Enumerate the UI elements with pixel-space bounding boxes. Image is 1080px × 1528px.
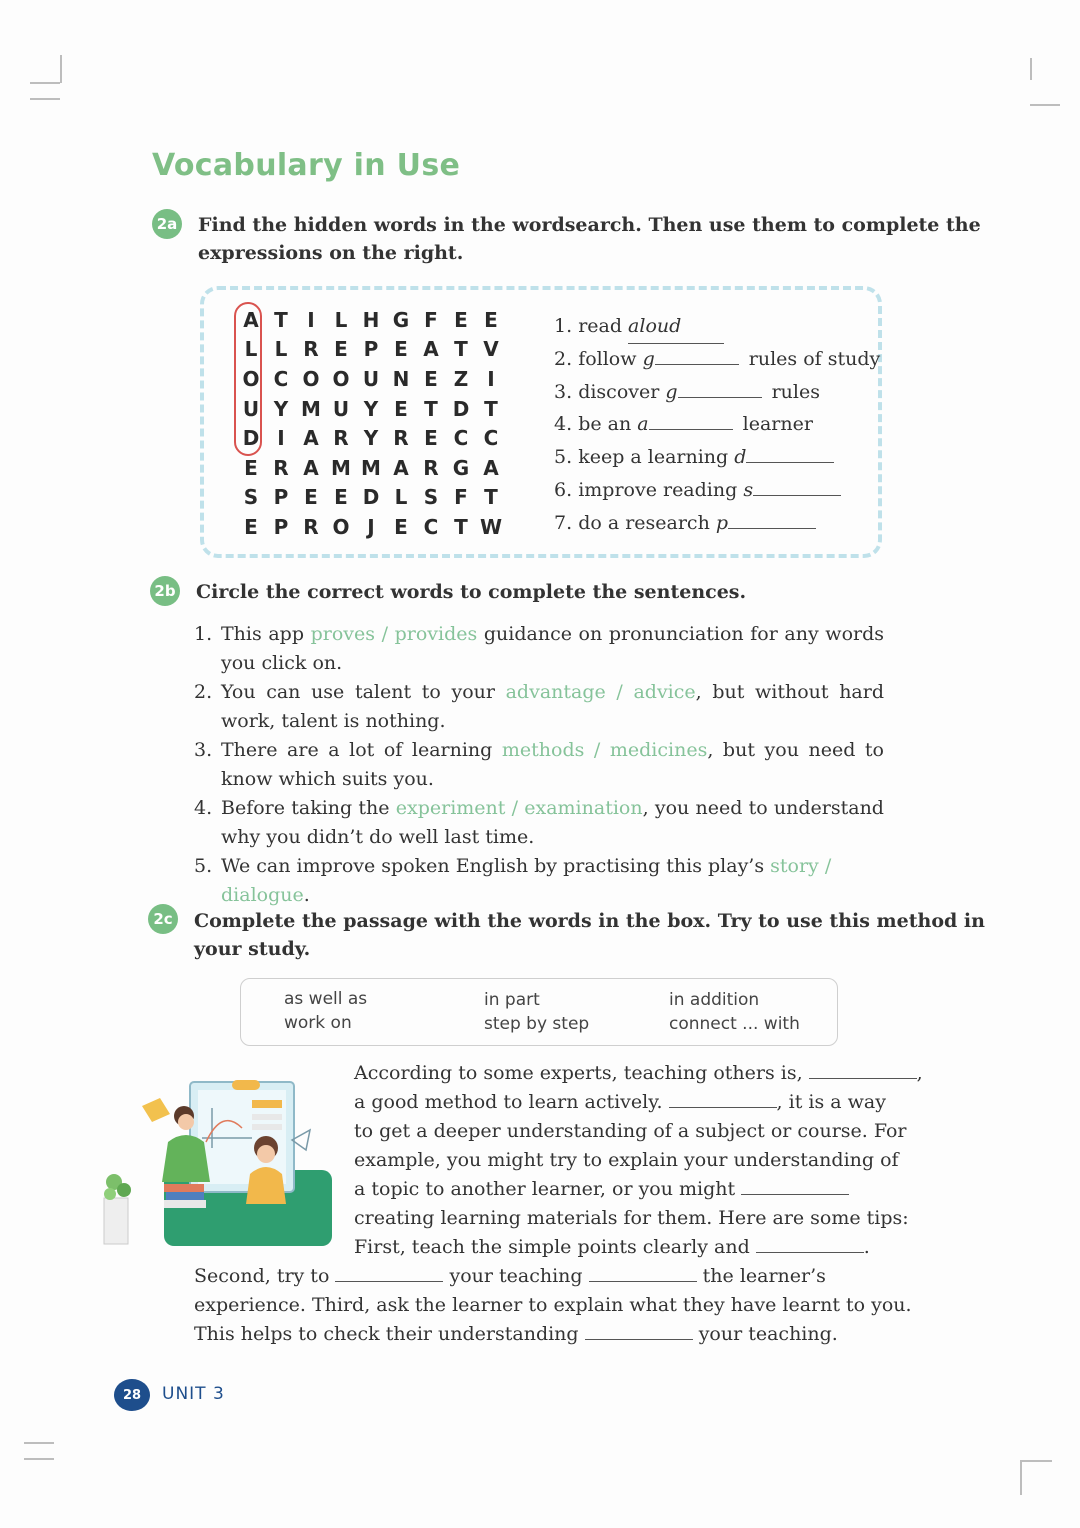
- grid-letter[interactable]: G: [392, 307, 410, 332]
- word-option: work on: [284, 1013, 352, 1033]
- item-letter: a: [637, 413, 649, 436]
- crop-mark: [30, 82, 60, 84]
- item-letter: d: [734, 446, 747, 469]
- text: There are a lot of learning: [221, 739, 502, 761]
- text: guidance on pronunciation for any words you click on.: [221, 623, 885, 674]
- text: , but you need to know which suits you.: [221, 739, 884, 790]
- grid-letter[interactable]: A: [243, 307, 259, 332]
- passage-line: creating learning materials for them. Here are some tips:: [354, 1207, 909, 1229]
- text: , it is a way: [776, 1091, 886, 1113]
- grid-letter[interactable]: Y: [363, 396, 379, 421]
- exercise-2a-instruction: [198, 211, 981, 267]
- item-number: 1.: [554, 315, 573, 337]
- grid-letter[interactable]: O: [302, 366, 320, 391]
- passage-line: [194, 1262, 826, 1291]
- grid-letter[interactable]: D: [452, 396, 470, 421]
- answer-blank[interactable]: [756, 1234, 864, 1253]
- grid-letter[interactable]: A: [423, 337, 439, 362]
- grid-letter[interactable]: E: [394, 396, 408, 421]
- item-number: 4.: [194, 797, 213, 819]
- grid-letter[interactable]: I: [277, 426, 285, 451]
- grid-letter[interactable]: E: [334, 485, 348, 510]
- text: , but without hard work, talent is nothing.: [221, 681, 885, 732]
- exercise-2a-badge: 2a: [152, 209, 182, 239]
- passage-line: to get a deeper understanding of a subject or course. For: [354, 1120, 907, 1142]
- sentence-text: [221, 852, 884, 909]
- item-number: 2.: [554, 347, 573, 370]
- answer-blank[interactable]: [649, 411, 733, 430]
- grid-letter[interactable]: E: [394, 514, 408, 539]
- grid-letter[interactable]: A: [303, 426, 319, 451]
- grid-letter[interactable]: O: [332, 514, 350, 539]
- crop-mark: [30, 98, 60, 100]
- grid-letter[interactable]: L: [334, 307, 348, 332]
- sentence-list: [194, 620, 884, 910]
- sentence-item: [194, 852, 884, 909]
- grid-letter[interactable]: O: [332, 366, 350, 391]
- answer-blank[interactable]: [655, 346, 739, 365]
- grid-letter[interactable]: T: [424, 396, 438, 421]
- expression-item: [554, 408, 880, 441]
- grid-letter[interactable]: P: [273, 514, 289, 539]
- grid-letter[interactable]: L: [274, 337, 288, 362]
- grid-letter[interactable]: U: [332, 396, 350, 421]
- exercise-2b-badge: 2b: [150, 576, 180, 606]
- grid-letter[interactable]: S: [423, 485, 439, 510]
- sentence-item: [194, 736, 884, 793]
- answer-blank[interactable]: aloud: [628, 310, 724, 344]
- item-text: improve reading: [578, 478, 744, 501]
- sentence-item: [194, 794, 884, 851]
- grid-letter[interactable]: E: [394, 337, 408, 362]
- expression-item: [554, 343, 880, 376]
- grid-letter[interactable]: P: [363, 337, 379, 362]
- item-text: be an: [578, 413, 638, 436]
- expression-item: [554, 441, 880, 474]
- passage-line: experience. Third, ask the learner to explain what they have learnt to you.: [194, 1294, 912, 1316]
- crop-mark: [60, 55, 62, 83]
- grid-letter[interactable]: I: [487, 366, 495, 391]
- page-number: 28: [114, 1379, 150, 1411]
- text: , you need to understand why you didn’t do well last time.: [221, 797, 884, 848]
- answer-blank[interactable]: [335, 1263, 443, 1282]
- grid-letter[interactable]: Z: [453, 366, 469, 391]
- grid-letter[interactable]: Y: [273, 396, 289, 421]
- grid-letter[interactable]: P: [273, 485, 289, 510]
- text: ,: [916, 1062, 923, 1084]
- grid-letter[interactable]: F: [424, 307, 438, 332]
- item-letter: g: [665, 380, 678, 403]
- grid-letter[interactable]: Y: [363, 426, 379, 451]
- grid-letter[interactable]: N: [392, 366, 410, 391]
- item-text: follow: [578, 347, 643, 370]
- item-number: 3.: [554, 380, 573, 403]
- grid-letter[interactable]: A: [303, 455, 319, 480]
- answer-blank[interactable]: [589, 1263, 697, 1282]
- item-number: 4.: [554, 413, 573, 436]
- grid-letter[interactable]: C: [453, 426, 469, 451]
- passage-line: [354, 1088, 886, 1117]
- grid-letter[interactable]: E: [244, 514, 258, 539]
- word-choice[interactable]: experiment / examination: [395, 797, 643, 819]
- grid-letter[interactable]: E: [424, 426, 438, 451]
- word-choice[interactable]: story / dialogue: [221, 855, 832, 906]
- item-text: keep a learning: [578, 446, 735, 469]
- grid-letter[interactable]: T: [484, 396, 498, 421]
- instruction-line: your study.: [194, 938, 311, 960]
- grid-letter[interactable]: J: [367, 514, 375, 539]
- sentence-text: [221, 736, 884, 793]
- item-text: discover: [578, 380, 666, 403]
- word-choice[interactable]: proves / provides: [310, 623, 478, 645]
- grid-letter[interactable]: U: [242, 396, 260, 421]
- passage-line: [354, 1175, 849, 1204]
- item-text: learner: [742, 413, 813, 436]
- answer-blank[interactable]: [809, 1060, 917, 1079]
- grid-letter[interactable]: E: [454, 307, 468, 332]
- grid-letter[interactable]: F: [454, 485, 468, 510]
- sentence-item: [194, 620, 884, 677]
- text: Second, try to: [194, 1265, 330, 1287]
- word-option: in addition: [669, 990, 760, 1010]
- grid-letter[interactable]: E: [424, 366, 438, 391]
- exercise-2c-instruction: [194, 907, 985, 963]
- answer-blank[interactable]: [728, 510, 816, 529]
- grid-letter[interactable]: G: [452, 455, 470, 480]
- text: According to some experts, teaching others is,: [354, 1062, 803, 1084]
- grid-letter[interactable]: T: [454, 514, 468, 539]
- crop-mark: [1020, 1460, 1052, 1462]
- grid-letter[interactable]: D: [242, 426, 260, 451]
- passage-line: [354, 1233, 870, 1262]
- word-option: step by step: [484, 1014, 590, 1034]
- answer-blank[interactable]: [746, 444, 834, 463]
- grid-letter[interactable]: H: [362, 307, 380, 332]
- unit-label: UNIT 3: [162, 1384, 225, 1404]
- item-text: rules of study: [748, 347, 881, 370]
- text: a good method to learn actively.: [354, 1091, 663, 1113]
- crop-mark: [24, 1458, 54, 1460]
- text: This app: [221, 623, 311, 645]
- grid-letter[interactable]: I: [307, 307, 315, 332]
- text: You can use talent to your: [221, 681, 506, 703]
- wordsearch-grid: [236, 305, 506, 542]
- expression-item: [554, 474, 880, 507]
- passage-line: [354, 1059, 923, 1088]
- text: This helps to check their understanding: [194, 1323, 579, 1345]
- answer-blank[interactable]: [678, 379, 762, 398]
- grid-letter[interactable]: R: [303, 337, 319, 362]
- grid-letter[interactable]: R: [273, 455, 289, 480]
- grid-letter[interactable]: D: [362, 485, 380, 510]
- item-letter: p: [715, 511, 729, 534]
- text: First, teach the simple points clearly and: [354, 1236, 750, 1258]
- text: the learner’s: [702, 1265, 826, 1287]
- grid-letter[interactable]: C: [423, 514, 439, 539]
- word-option: in part: [484, 990, 540, 1010]
- grid-letter[interactable]: M: [301, 396, 321, 421]
- grid-letter[interactable]: E: [244, 455, 258, 480]
- grid-letter[interactable]: E: [334, 337, 348, 362]
- sentence-text: [221, 794, 884, 851]
- answer-blank[interactable]: [753, 477, 841, 496]
- exercise-2c-badge: 2c: [148, 904, 178, 934]
- item-number: 6.: [554, 478, 573, 501]
- grid-letter[interactable]: E: [484, 307, 498, 332]
- grid-letter[interactable]: L: [394, 485, 408, 510]
- grid-letter[interactable]: T: [274, 307, 288, 332]
- word-box: [240, 978, 838, 1046]
- item-number: 2.: [194, 681, 213, 703]
- text: your teaching.: [698, 1323, 838, 1345]
- grid-letter[interactable]: A: [483, 455, 499, 480]
- item-text: read: [578, 315, 629, 337]
- text: your teaching: [449, 1265, 583, 1287]
- expression-item: [554, 310, 880, 343]
- instruction-line: expressions on the right.: [198, 242, 464, 264]
- item-text: rules: [771, 380, 820, 403]
- item-text: do a research: [578, 511, 716, 534]
- teaching-illustration: [102, 1078, 334, 1246]
- grid-letter[interactable]: C: [273, 366, 289, 391]
- circled-word-aloud: [234, 302, 262, 456]
- grid-letter[interactable]: O: [242, 366, 260, 391]
- grid-letter[interactable]: M: [361, 455, 381, 480]
- grid-letter[interactable]: T: [484, 485, 498, 510]
- passage-line: [194, 1320, 838, 1349]
- passage-line: example, you might try to explain your understanding of: [354, 1149, 899, 1171]
- text: .: [303, 883, 310, 906]
- expression-item: [554, 376, 880, 409]
- sentence-text: [221, 678, 884, 735]
- word-option: connect ... with: [669, 1014, 800, 1034]
- grid-letter[interactable]: R: [333, 426, 349, 451]
- answer-blank[interactable]: [669, 1089, 777, 1108]
- expressions-list: [554, 310, 880, 540]
- grid-letter[interactable]: E: [304, 485, 318, 510]
- sentence-item: [194, 678, 884, 735]
- item-letter: g: [642, 347, 655, 370]
- page-title: Vocabulary in Use: [152, 148, 461, 183]
- instruction-line: Find the hidden words in the wordsearch. Then use them to complete the: [198, 214, 981, 236]
- text: a topic to another learner, or you might: [354, 1178, 736, 1200]
- grid-letter[interactable]: S: [243, 485, 259, 510]
- text: .: [863, 1236, 870, 1258]
- item-number: 5.: [194, 855, 213, 877]
- exercise-2b-instruction: Circle the correct words to complete the sentences.: [196, 581, 747, 603]
- item-number: 1.: [194, 623, 213, 645]
- text: Before taking the: [221, 797, 396, 819]
- item-number: 7.: [554, 511, 573, 534]
- grid-letter[interactable]: R: [393, 426, 409, 451]
- sentence-text: [221, 620, 884, 677]
- instruction-line: Complete the passage with the words in the box. Try to use this method in: [194, 910, 985, 932]
- crop-mark: [1030, 58, 1032, 80]
- word-choice[interactable]: advantage / advice: [505, 681, 696, 703]
- grid-letter[interactable]: A: [393, 455, 409, 480]
- expression-item: [554, 507, 880, 540]
- crop-mark: [1030, 104, 1060, 106]
- answer-blank[interactable]: [741, 1176, 849, 1195]
- grid-letter[interactable]: T: [454, 337, 468, 362]
- item-number: 5.: [554, 446, 573, 469]
- grid-letter[interactable]: R: [303, 514, 319, 539]
- word-choice[interactable]: methods / medicines: [501, 739, 708, 761]
- item-number: 3.: [194, 739, 213, 761]
- crop-mark: [24, 1442, 54, 1444]
- grid-letter[interactable]: V: [483, 337, 499, 362]
- grid-letter[interactable]: C: [483, 426, 499, 451]
- grid-letter[interactable]: M: [331, 455, 351, 480]
- text: We can improve spoken English by practising this play’s: [221, 855, 771, 877]
- grid-letter[interactable]: L: [244, 337, 258, 362]
- crop-mark: [1020, 1460, 1022, 1495]
- answer-blank[interactable]: [585, 1321, 693, 1340]
- word-option: as well as: [284, 989, 368, 1009]
- item-letter: s: [743, 478, 754, 501]
- grid-letter[interactable]: R: [423, 455, 439, 480]
- grid-letter[interactable]: W: [479, 514, 503, 539]
- grid-letter[interactable]: U: [362, 366, 380, 391]
